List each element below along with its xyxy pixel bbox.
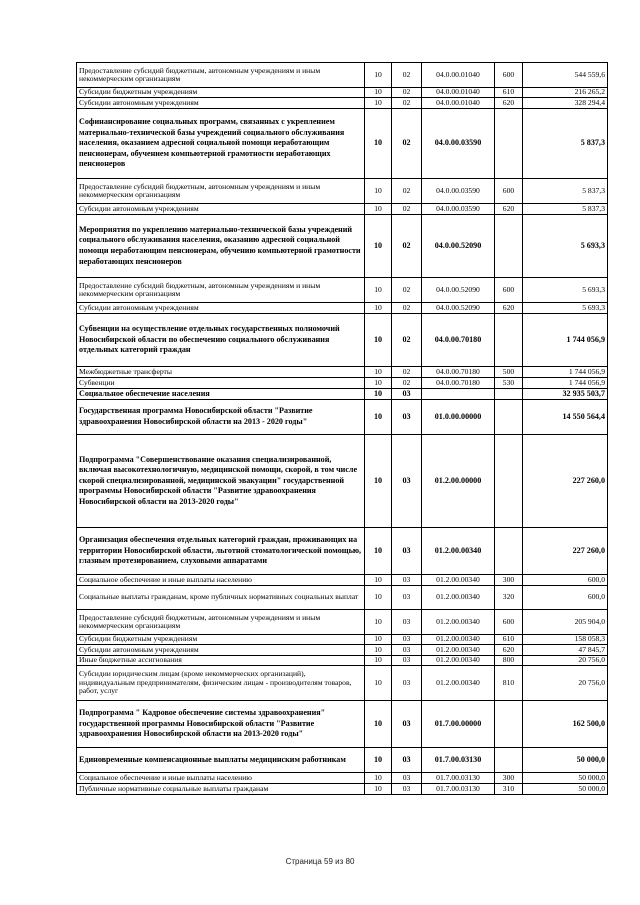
row-subsection: 03 (392, 635, 422, 645)
table-row (77, 367, 608, 378)
row-subsection: 03 (392, 748, 422, 773)
row-section: 10 (365, 63, 392, 88)
row-name: Предоставление субсидий бюджетным, автономным учреждениям и иным некоммерческим организациям (77, 63, 365, 88)
row-target-item: 01.0.00.00000 (422, 400, 495, 435)
table-row (77, 303, 608, 314)
row-name: Софинансирование социальных программ, связанных с укреплением материально-технической базы учреждений социального обслуживания населения, оказанием адресной социальной помощи неработающим пенсионерам, обучением компьютерной грамотности неработающих пенсионеров (77, 109, 365, 179)
row-expense-type: 620 (495, 303, 523, 314)
row-section: 10 (365, 586, 392, 610)
table-row (77, 109, 608, 179)
table-row (77, 378, 608, 389)
row-expense-type: 610 (495, 635, 523, 645)
row-subsection: 02 (392, 367, 422, 378)
row-name: Публичные нормативные социальные выплаты гражданам (77, 784, 365, 795)
row-section: 10 (365, 215, 392, 278)
row-expense-type: 800 (495, 656, 523, 666)
row-amount: 227 260,0 (523, 435, 608, 528)
row-target-item: 01.7.00.03130 (422, 773, 495, 784)
row-section: 10 (365, 575, 392, 586)
row-amount: 205 904,0 (523, 610, 608, 635)
row-name: Предоставление субсидий бюджетным, автономным учреждениям и иным некоммерческим организациям (77, 610, 365, 635)
row-name: Мероприятия по укреплению материально-технической базы учреждений социального обслуживания населения, оказанию адресной социальной помощи неработающим пенсионерам, обучению компьютерной грамотности неработающих пенсионеров (77, 215, 365, 278)
row-name: Субсидии бюджетным учреждениям (77, 88, 365, 98)
row-expense-type (495, 215, 523, 278)
row-amount: 1 744 056,9 (523, 378, 608, 389)
row-subsection: 03 (392, 528, 422, 575)
row-target-item: 04.0.00.70180 (422, 314, 495, 367)
row-amount: 600,0 (523, 586, 608, 610)
row-amount: 50 000,0 (523, 773, 608, 784)
row-subsection: 02 (392, 378, 422, 389)
row-section: 10 (365, 88, 392, 98)
row-target-item: 04.0.00.03590 (422, 109, 495, 179)
row-name: Субвенции (77, 378, 365, 389)
row-target-item: 01.2.00.00340 (422, 528, 495, 575)
row-section: 10 (365, 435, 392, 528)
row-subsection: 02 (392, 314, 422, 367)
table-row (77, 586, 608, 610)
row-target-item: 04.0.00.01040 (422, 88, 495, 98)
row-section: 10 (365, 400, 392, 435)
row-section: 10 (365, 528, 392, 575)
row-amount: 328 294,4 (523, 98, 608, 109)
table-row (77, 215, 608, 278)
row-expense-type: 620 (495, 204, 523, 215)
row-subsection: 03 (392, 784, 422, 795)
row-name: Предоставление субсидий бюджетным, автономным учреждениям и иным некоммерческим организациям (77, 179, 365, 204)
table-row (77, 701, 608, 748)
budget-table-body (77, 63, 608, 795)
row-target-item: 01.7.00.00000 (422, 701, 495, 748)
row-subsection: 03 (392, 575, 422, 586)
row-name: Социальные выплаты гражданам, кроме публичных нормативных социальных выплат (77, 586, 365, 610)
row-amount: 227 260,0 (523, 528, 608, 575)
row-target-item: 01.7.00.03130 (422, 784, 495, 795)
row-subsection: 03 (392, 389, 422, 400)
row-name: Субсидии автономным учреждениям (77, 204, 365, 215)
row-amount: 20 756,0 (523, 666, 608, 701)
row-name: Субсидии автономным учреждениям (77, 645, 365, 656)
row-subsection: 02 (392, 63, 422, 88)
row-subsection: 03 (392, 773, 422, 784)
row-section: 10 (365, 367, 392, 378)
row-subsection: 03 (392, 435, 422, 528)
row-subsection: 03 (392, 666, 422, 701)
table-row (77, 528, 608, 575)
row-name: Организация обеспечения отдельных категорий граждан, проживающих на территории Новосибирской области, льготной стоматологической помощью, глазным протезированием, слуховыми аппаратами (77, 528, 365, 575)
row-target-item: 04.0.00.03590 (422, 204, 495, 215)
row-target-item: 04.0.00.01040 (422, 98, 495, 109)
row-section: 10 (365, 109, 392, 179)
row-expense-type: 320 (495, 586, 523, 610)
row-expense-type: 610 (495, 88, 523, 98)
row-expense-type: 600 (495, 278, 523, 303)
row-subsection: 03 (392, 645, 422, 656)
row-expense-type: 600 (495, 610, 523, 635)
table-row (77, 98, 608, 109)
row-target-item: 04.0.00.52090 (422, 278, 495, 303)
row-amount: 544 559,6 (523, 63, 608, 88)
row-target-item: 01.2.00.00340 (422, 656, 495, 666)
row-target-item: 01.2.00.00340 (422, 666, 495, 701)
row-target-item: 04.0.00.70180 (422, 367, 495, 378)
row-name: Социальное обеспечение и иные выплаты населению (77, 575, 365, 586)
row-amount: 5 837,3 (523, 109, 608, 179)
row-subsection: 02 (392, 179, 422, 204)
row-name: Субсидии автономным учреждениям (77, 98, 365, 109)
table-row (77, 204, 608, 215)
row-amount: 5 693,3 (523, 278, 608, 303)
row-amount: 14 550 564,4 (523, 400, 608, 435)
row-section: 10 (365, 701, 392, 748)
row-amount: 5 693,3 (523, 215, 608, 278)
row-target-item: 04.0.00.03590 (422, 179, 495, 204)
table-row (77, 400, 608, 435)
table-row (77, 389, 608, 400)
row-name: Предоставление субсидий бюджетным, автономным учреждениям и иным некоммерческим организациям (77, 278, 365, 303)
row-name: Подпрограмма "Совершенствование оказания специализированной, включая высокотехнологичную, медицинской помощи, скорой, в том числе скорой специализированной, медицинской эвакуации" государственной программы Новосибирской области "Развитие здравоохранения Новосибирской области на 2013-2020 годы" (77, 435, 365, 528)
row-section: 10 (365, 303, 392, 314)
table-row (77, 314, 608, 367)
row-target-item (422, 389, 495, 400)
row-amount: 1 744 056,9 (523, 314, 608, 367)
row-target-item: 04.0.00.52090 (422, 215, 495, 278)
row-subsection: 03 (392, 586, 422, 610)
row-target-item: 01.2.00.00340 (422, 645, 495, 656)
table-row (77, 773, 608, 784)
row-expense-type (495, 314, 523, 367)
table-row (77, 784, 608, 795)
row-section: 10 (365, 635, 392, 645)
row-name: Межбюджетные трансферты (77, 367, 365, 378)
table-row (77, 656, 608, 666)
row-target-item: 04.0.00.70180 (422, 378, 495, 389)
row-target-item: 04.0.00.52090 (422, 303, 495, 314)
row-section: 10 (365, 773, 392, 784)
row-expense-type: 300 (495, 773, 523, 784)
row-name: Государственная программа Новосибирской области "Развитие здравоохранения Новосибирской области на 2013 - 2020 годы" (77, 400, 365, 435)
row-section: 10 (365, 98, 392, 109)
row-amount: 600,0 (523, 575, 608, 586)
table-row (77, 88, 608, 98)
row-subsection: 03 (392, 610, 422, 635)
row-name: Субсидии бюджетным учреждениям (77, 635, 365, 645)
row-name: Иные бюджетные ассигнования (77, 656, 365, 666)
row-target-item: 01.2.00.00340 (422, 575, 495, 586)
row-section: 10 (365, 314, 392, 367)
row-section: 10 (365, 784, 392, 795)
table-row (77, 278, 608, 303)
row-expense-type: 310 (495, 784, 523, 795)
row-subsection: 03 (392, 400, 422, 435)
row-subsection: 02 (392, 204, 422, 215)
row-expense-type: 530 (495, 378, 523, 389)
row-name: Единовременные компенсационные выплаты медицинским работникам (77, 748, 365, 773)
row-name: Подпрограмма " Кадровое обеспечение системы здравоохранения" государственной программы Новосибирской области "Развитие здравоохранения Новосибирской области на 2013-2020 годы" (77, 701, 365, 748)
row-amount: 5 837,3 (523, 179, 608, 204)
row-expense-type (495, 748, 523, 773)
row-amount: 1 744 056,9 (523, 367, 608, 378)
row-expense-type (495, 435, 523, 528)
row-amount: 5 693,3 (523, 303, 608, 314)
table-row (77, 666, 608, 701)
row-expense-type: 300 (495, 575, 523, 586)
row-amount: 50 000,0 (523, 748, 608, 773)
row-section: 10 (365, 179, 392, 204)
row-target-item: 01.2.00.00340 (422, 610, 495, 635)
row-expense-type (495, 389, 523, 400)
row-target-item: 01.7.00.03130 (422, 748, 495, 773)
table-row (77, 179, 608, 204)
row-expense-type: 500 (495, 367, 523, 378)
row-section: 10 (365, 748, 392, 773)
budget-table (76, 62, 608, 795)
row-amount: 5 837,3 (523, 204, 608, 215)
page-footer: Страница 59 из 80 (285, 857, 355, 866)
table-row (77, 748, 608, 773)
row-amount: 32 935 503,7 (523, 389, 608, 400)
row-amount: 47 845,7 (523, 645, 608, 656)
row-subsection: 02 (392, 88, 422, 98)
row-target-item: 01.2.00.00340 (422, 586, 495, 610)
table-row (77, 435, 608, 528)
row-amount: 216 265,2 (523, 88, 608, 98)
row-expense-type (495, 400, 523, 435)
row-target-item: 01.2.00.00340 (422, 635, 495, 645)
row-target-item: 01.2.00.00000 (422, 435, 495, 528)
row-subsection: 02 (392, 278, 422, 303)
row-name: Субвенции на осуществление отдельных государственных полномочий Новосибирской области по обеспечению социального обслуживания отдельных категорий граждан (77, 314, 365, 367)
row-target-item: 04.0.00.01040 (422, 63, 495, 88)
row-section: 10 (365, 610, 392, 635)
row-subsection: 03 (392, 656, 422, 666)
row-subsection: 02 (392, 109, 422, 179)
row-expense-type (495, 528, 523, 575)
table-row (77, 575, 608, 586)
row-name: Социальное обеспечение населения (77, 389, 365, 400)
row-expense-type: 810 (495, 666, 523, 701)
row-section: 10 (365, 389, 392, 400)
row-amount: 50 000,0 (523, 784, 608, 795)
table-row (77, 645, 608, 656)
row-subsection: 02 (392, 303, 422, 314)
row-section: 10 (365, 666, 392, 701)
row-subsection: 02 (392, 215, 422, 278)
row-section: 10 (365, 645, 392, 656)
row-expense-type: 620 (495, 645, 523, 656)
row-section: 10 (365, 378, 392, 389)
table-row (77, 635, 608, 645)
table-row (77, 610, 608, 635)
row-name: Субсидии юридическим лицам (кроме некоммерческих организаций), индивидуальным предпринимателям, физическим лицам - производителям товаров, работ, услуг (77, 666, 365, 701)
row-name: Субсидии автономным учреждениям (77, 303, 365, 314)
row-amount: 158 058,3 (523, 635, 608, 645)
row-expense-type (495, 109, 523, 179)
row-expense-type: 600 (495, 63, 523, 88)
table-row (77, 63, 608, 88)
row-amount: 162 500,0 (523, 701, 608, 748)
row-name: Социальное обеспечение и иные выплаты населению (77, 773, 365, 784)
row-subsection: 02 (392, 98, 422, 109)
row-expense-type (495, 701, 523, 748)
row-section: 10 (365, 278, 392, 303)
row-subsection: 03 (392, 701, 422, 748)
row-expense-type: 600 (495, 179, 523, 204)
row-amount: 20 756,0 (523, 656, 608, 666)
row-section: 10 (365, 204, 392, 215)
row-section: 10 (365, 656, 392, 666)
row-expense-type: 620 (495, 98, 523, 109)
